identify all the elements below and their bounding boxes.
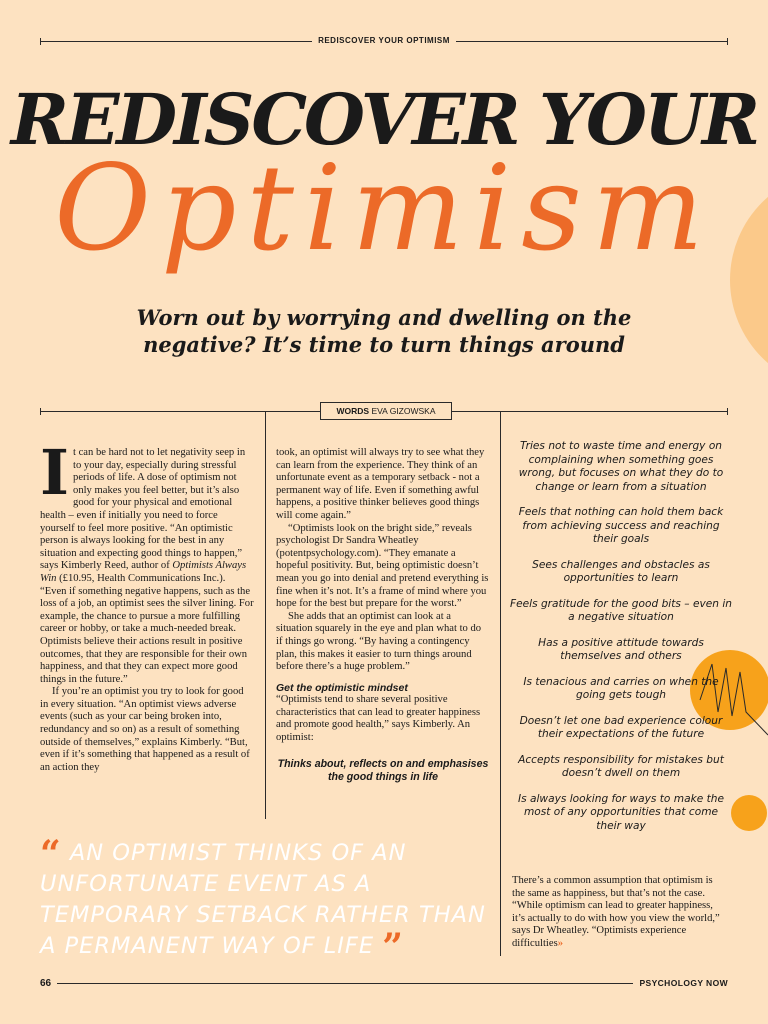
col1-paragraph-1-end: (£10.95, Health Communications Inc.). “Even if something negative happens, such as the loss of a job, an optimist sees the silver lining. For example, the chance to pursue a more fulfilling career or hobby, or take a much-needed break. Optimists believe their actions result in positive outcomes, that they are responsible for their own happiness, and that they can expect more good things in the future.”	[40, 572, 254, 685]
footer-rule	[40, 983, 728, 984]
bullet-item: Doesn’t let one bad experience colour their expectations of the future	[519, 714, 723, 740]
body-column-2	[276, 447, 490, 784]
byline-author: EVA GIZOWSKA	[371, 406, 436, 416]
magazine-name: PSYCHOLOGY NOW	[633, 978, 728, 988]
byline-label: WORDS	[336, 406, 370, 416]
page-number: 66	[40, 978, 57, 989]
col2-paragraph-1: took, an optimist will always try to see what they can learn from the experience. They think of an unfortunate event as a temporary setback - not a permanent way of life. Even if something awful happens, a positive thinker believes good things will come again.”	[276, 447, 485, 521]
col2-paragraph-2: “Optimists look on the bright side,” reveals psychologist Dr Sandra Wheatley (potentpsychology.com). “They emanate a hopeful positivity. But, being optimistic doesn’t mean you go into denial and pretend everything is fine when it’s not. It’s a frame of mind where you hope for the best but prepare for the worst.”	[276, 522, 489, 610]
body-column-1	[40, 436, 254, 774]
close-quote-icon: ”	[382, 926, 404, 968]
pull-quote-text: AN OPTIMIST THINKS OF AN UNFORTUNATE EVENT AS A TEMPORARY SETBACK RATHER THAN A PERMANENT WAY OF LIFE	[40, 840, 486, 959]
bullet-list	[510, 440, 732, 845]
bullet-item: Is always looking for ways to make the most of any opportunities that come their way	[517, 792, 724, 832]
bullet-item: Tries not to waste time and energy on complaining when something goes wrong, but focuses on what they do to change or learn from a situation	[518, 440, 724, 493]
col2-paragraph-3: She adds that an optimist can look at a situation squarely in the eye and plan what to do if things go wrong. “By having a contingency plan, this makes it easier to turn things around before there’s a huge problem.”	[276, 610, 482, 673]
title-script: Optimism	[54, 139, 714, 277]
small-circle-decoration	[731, 795, 767, 831]
column-divider-1	[265, 411, 266, 819]
title-line1: REDISCOVER YOUR	[10, 78, 758, 161]
column-divider-2	[500, 411, 501, 956]
section-label: REDISCOVER YOUR OPTIMISM	[0, 36, 768, 45]
col2-paragraph-4: “Optimists tend to share several positive characteristics that can lead to greater happiness and promote good health,” says Kimberly. An optimist:	[276, 694, 481, 744]
bullet-item-first: Thinks about, reflects on and emphasises the good things in life	[277, 757, 489, 783]
bullet-item: Feels gratitude for the good bits – even in a negative situation	[510, 597, 732, 623]
drop-cap: I	[40, 436, 70, 509]
bullet-item: Feels that nothing can hold them back from achieving success and reaching their goals	[518, 506, 724, 545]
pull-quote	[40, 833, 488, 968]
bullet-item: Is tenacious and carries on when the going gets tough	[523, 675, 719, 701]
col1-paragraph-2: If you’re an optimist you try to look for good in every situation. “An optimist views adverse events (such as your car being broken into, redundancy and so on) as a result of something outside of themselves,” explains Kimberly. “But, even if it’s something that happened as a result of an action they	[40, 686, 250, 773]
bullet-item: Has a positive attitude towards themselves and others	[538, 636, 704, 662]
continue-arrow-icon: »	[557, 937, 563, 949]
col3-paragraph	[512, 875, 728, 951]
byline	[320, 402, 452, 420]
bullet-item: Sees challenges and obstacles as opportunities to learn	[532, 558, 710, 584]
col3-paragraph-text: There’s a common assumption that optimism is the same as happiness, but that’s not the case. “While optimism can lead to greater happiness, it’s actually to do with how you view the world,” says Dr Wheatley. “Optimists experience difficulties	[512, 875, 720, 949]
open-quote-icon: “	[40, 833, 62, 875]
book-title: Optimists Always Win	[40, 560, 247, 584]
subtitle: Worn out by worrying and dwelling on the negative? It’s time to turn things around	[136, 305, 632, 357]
bullet-item: Accepts responsibility for mistakes but doesn’t dwell on them	[518, 753, 724, 779]
col1-paragraph-1: t can be hard not to let negativity seep in to your day, especially during stressful periods of life. A dose of optimism not only makes you feel better, but it’s also good for your physical and emotional health – even if initially you need to force yourself to feel more positive. “An optimistic person is always looking for the best in any situation and expecting good things to happen,” says Kimberly Reed, author of	[40, 447, 246, 572]
section-heading: Get the optimistic mindset	[276, 681, 408, 694]
